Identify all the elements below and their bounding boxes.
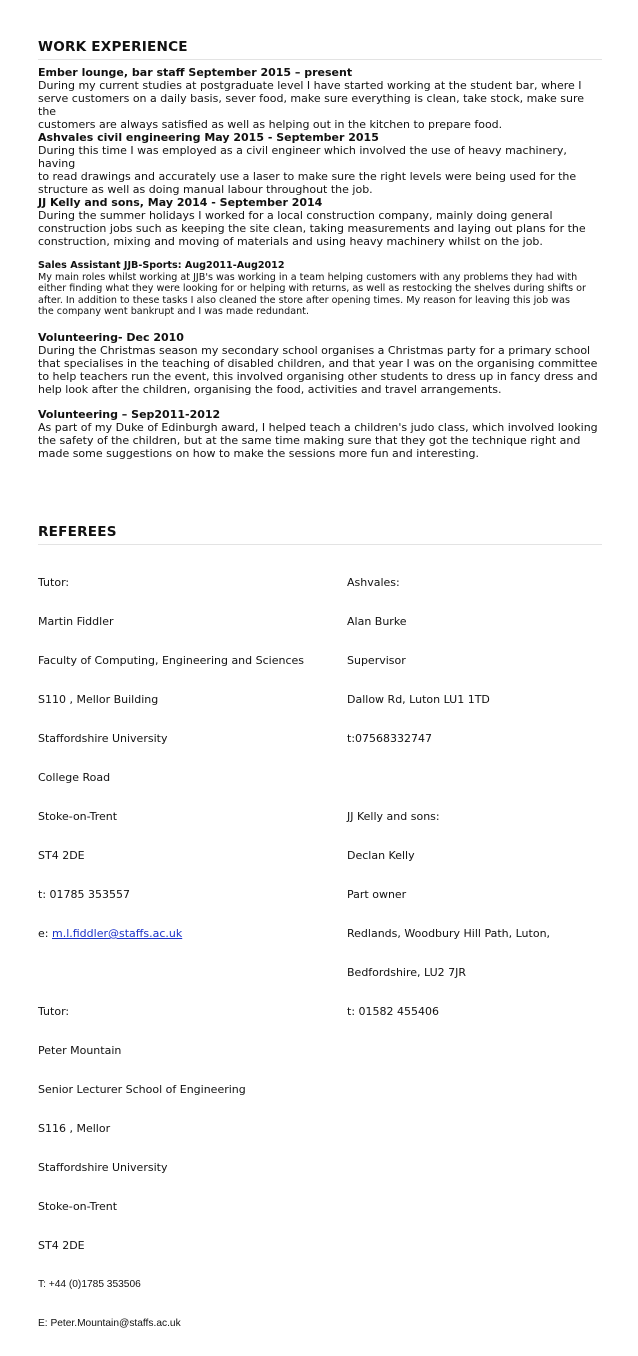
description-line: construction, mixing and moving of materials and using heavy machinery whilst on the job. [38,235,543,248]
description-line: after. In addition to these tasks I also cleaned the store after opening times. My reason for leaving this job was [38,294,571,306]
job-description [38,344,602,396]
description-line: help look after the children, organising the food, activities and travel arrangements. [38,383,502,396]
email-prefix: e: [38,927,52,940]
referees-right-column [347,550,550,1044]
description-line: During the Christmas season my secondary school organises a Christmas party for a primary school [38,344,591,357]
referee-phone: t: 01582 455406 [347,1005,439,1018]
job-title: Sales Assistant JJB-Sports: Aug2011-Aug2012 [38,260,285,271]
description-line: that specialises in the teaching of disabled children, and that year I was on the organising committee [38,357,598,370]
referee-line: JJ Kelly and sons: [347,810,440,823]
description-line: the company went bankrupt and I was made redundant. [38,306,309,318]
referee-line: Tutor: [38,1005,70,1018]
referee-line: S110 , Mellor Building [38,693,159,706]
description-line: During my current studies at postgraduate level I have started working at the student bar, where I [38,79,582,92]
referee-line: Supervisor [347,654,406,667]
referee-phone: T: +44 (0)1785 353506 [38,1279,141,1290]
section-divider [38,59,602,60]
description-line: During the summer holidays I worked for a local construction company, mainly doing general [38,209,553,222]
job-description [38,421,602,460]
referee-line: S116 , Mellor [38,1122,111,1135]
job-title: Volunteering – Sep2011-2012 [38,408,221,421]
referee-name: Martin Fiddler [38,615,114,628]
referee-line: Redlands, Woodbury Hill Path, Luton, [347,927,551,940]
referee-line: Staffordshire University [38,1161,168,1174]
volunteering-entry-judo [38,408,602,460]
description-line: During this time I was employed as a civil engineer which involved the use of heavy machinery, having [38,144,567,170]
referee-line: Tutor: [38,576,70,589]
blank-line [347,771,550,784]
job-title: Volunteering- Dec 2010 [38,331,184,344]
referee-email-row [38,927,304,940]
referee-line: Stoke-on-Trent [38,810,118,823]
referees-section [38,524,602,545]
section-divider [38,544,602,545]
job-description [38,209,602,248]
work-experience-heading: WORK EXPERIENCE [38,39,188,55]
description-line: to help teachers run the event, this involved organising other students to dress up in fancy dress and [38,370,598,383]
referee-line: Part owner [347,888,407,901]
referees-heading: REFEREES [38,524,117,540]
referee-email: E: Peter.Mountain@staffs.ac.uk [38,1318,181,1329]
description-line: My main roles whilst working at JJB's was working in a team helping customers with any problems they had with [38,271,578,283]
referee-line: Dallow Rd, Luton LU1 1TD [347,693,490,706]
job-title: Ashvales civil engineering May 2015 - September 2015 [38,131,379,144]
description-line: serve customers on a daily basis, sever food, make sure everything is clean, take stock, make sure the [38,92,585,118]
referee-line: College Road [38,771,111,784]
referee-name: Alan Burke [347,615,407,628]
referee-line: Ashvales: [347,576,400,589]
job-entry-ashvales [38,131,602,196]
referee-name: Peter Mountain [38,1044,122,1057]
blank-line [38,966,304,979]
description-line: As part of my Duke of Edinburgh award, I helped teach a children's judo class, which involved looking [38,421,598,434]
job-description [38,79,602,131]
referee-line: Bedfordshire, LU2 7JR [347,966,467,979]
description-line: to read drawings and accurately use a laser to make sure the right levels were being used for the [38,170,577,183]
job-entry-jj-kelly [38,196,602,248]
job-title: JJ Kelly and sons, May 2014 - September 2014 [38,196,323,209]
referee-line: Faculty of Computing, Engineering and Sciences [38,654,305,667]
description-line: either finding what they were looking for or helping with returns, as well as restocking the shelves during shifts or [38,283,586,295]
job-description [38,144,602,196]
referee-line: Stoke-on-Trent [38,1200,118,1213]
description-line: the safety of the children, but at the same time making sure that they got the technique right and [38,434,581,447]
referee-line: ST4 2DE [38,1239,85,1252]
referee-phone: t:07568332747 [347,732,433,745]
referee-line: Senior Lecturer School of Engineering [38,1083,246,1096]
description-line: customers are always satisfied as well as helping out in the kitchen to prepare food. [38,118,503,131]
description-line: construction jobs such as keeping the site clean, taking measurements and laying out plans for the [38,222,586,235]
referee-line: ST4 2DE [38,849,85,862]
description-line: made some suggestions on how to make the sessions more fun and interesting. [38,447,479,460]
job-title: Ember lounge, bar staff September 2015 – present [38,66,353,79]
referee-line: Staffordshire University [38,732,168,745]
job-description [38,272,602,318]
email-link[interactable]: m.l.fiddler@staffs.ac.uk [51,927,183,940]
referee-name: Declan Kelly [347,849,415,862]
referees-left-column [38,550,304,1356]
job-entry-ember [38,66,602,131]
volunteering-entry-christmas [38,331,602,396]
work-experience-section [38,39,602,60]
referee-phone: t: 01785 353557 [38,888,130,901]
job-entry-jjb-sports [38,260,602,318]
description-line: structure as well as doing manual labour throughout the job. [38,183,373,196]
